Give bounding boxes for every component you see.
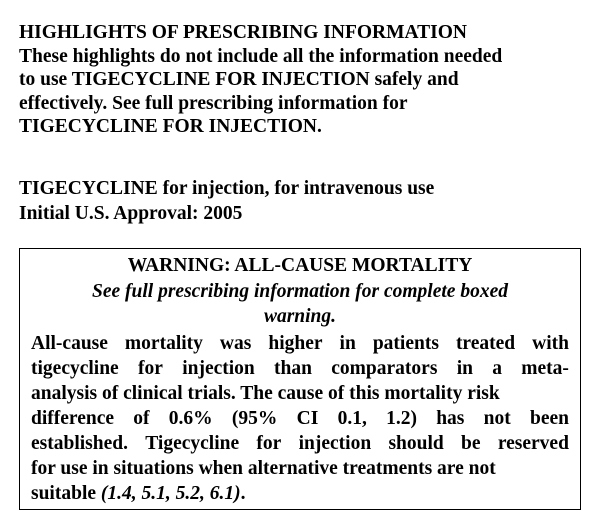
highlights-disclaimer-line: TIGECYCLINE FOR INJECTION. xyxy=(19,116,322,137)
warning-body xyxy=(31,331,569,506)
highlights-title: HIGHLIGHTS OF PRESCRIBING INFORMATION xyxy=(19,22,468,43)
warning-word: a xyxy=(492,358,502,379)
highlights-disclaimer-line: to use TIGECYCLINE FOR INJECTION safely and xyxy=(19,69,459,90)
warning-word: with xyxy=(532,333,569,354)
warning-word: of xyxy=(133,408,150,429)
warning-word: not xyxy=(483,408,511,429)
warning-word: be xyxy=(461,433,481,454)
warning-word: CI xyxy=(296,408,319,429)
warning-word: 1.2) xyxy=(386,408,417,429)
warning-word: meta- xyxy=(521,358,569,379)
warning-word: 0.1, xyxy=(337,408,367,429)
warning-word: higher xyxy=(268,333,323,354)
warning-word: mortality xyxy=(124,333,203,354)
warning-word: established. xyxy=(31,433,128,454)
section-references: (1.4, 5.1, 5.2, 6.1) xyxy=(100,483,241,504)
warning-body-line xyxy=(31,381,569,406)
warning-word: was xyxy=(219,333,252,354)
warning-body-line xyxy=(31,356,569,381)
warning-word: 0.6% xyxy=(168,408,213,429)
warning-word: for use in situations when alternative treatments are not xyxy=(31,458,496,479)
warning-word: patients xyxy=(372,333,439,354)
warning-word: been xyxy=(529,408,569,429)
warning-word: in xyxy=(456,358,473,379)
warning-word: tigecycline xyxy=(31,358,119,379)
warning-text-end: . xyxy=(240,483,246,504)
warning-word: difference xyxy=(31,408,115,429)
warning-word: injection xyxy=(298,433,372,454)
warning-word: (95% xyxy=(231,408,278,429)
warning-subtitle xyxy=(20,279,580,329)
warning-body-line xyxy=(31,331,569,356)
warning-word: than xyxy=(274,358,312,379)
product-name: TIGECYCLINE for injection, for intravenous use xyxy=(19,178,435,199)
warning-word: analysis of clinical trials. The cause of this mortality risk xyxy=(31,383,500,404)
warning-word: injection xyxy=(182,358,255,379)
warning-subtitle-line: See full prescribing information for complete boxed xyxy=(92,281,508,302)
highlights-disclaimer-line: These highlights do not include all the information needed xyxy=(19,45,503,67)
warning-subtitle-line: warning. xyxy=(263,306,337,327)
warning-body-line xyxy=(31,431,569,456)
warning-word: has xyxy=(436,408,465,429)
warning-body-line xyxy=(31,456,569,481)
warning-title: WARNING: ALL-CAUSE MORTALITY xyxy=(127,255,473,276)
warning-word: comparators xyxy=(331,358,438,379)
warning-word: for xyxy=(138,358,163,379)
warning-word: Tigecycline xyxy=(145,433,240,454)
product-info xyxy=(19,176,589,226)
warning-body-line xyxy=(31,481,569,506)
warning-word: for xyxy=(256,433,282,454)
boxed-warning xyxy=(19,248,581,510)
highlights-header xyxy=(19,21,589,139)
highlights-disclaimer-line: effectively. See full prescribing information for xyxy=(19,92,408,114)
warning-body-line xyxy=(31,406,569,431)
approval-date: Initial U.S. Approval: 2005 xyxy=(19,203,243,224)
warning-word: All-cause xyxy=(31,333,108,354)
warning-word: in xyxy=(339,333,356,354)
warning-word: reserved xyxy=(497,433,569,454)
warning-text: suitable xyxy=(31,483,97,504)
warning-word: treated xyxy=(455,333,516,354)
warning-word: should xyxy=(388,433,444,454)
